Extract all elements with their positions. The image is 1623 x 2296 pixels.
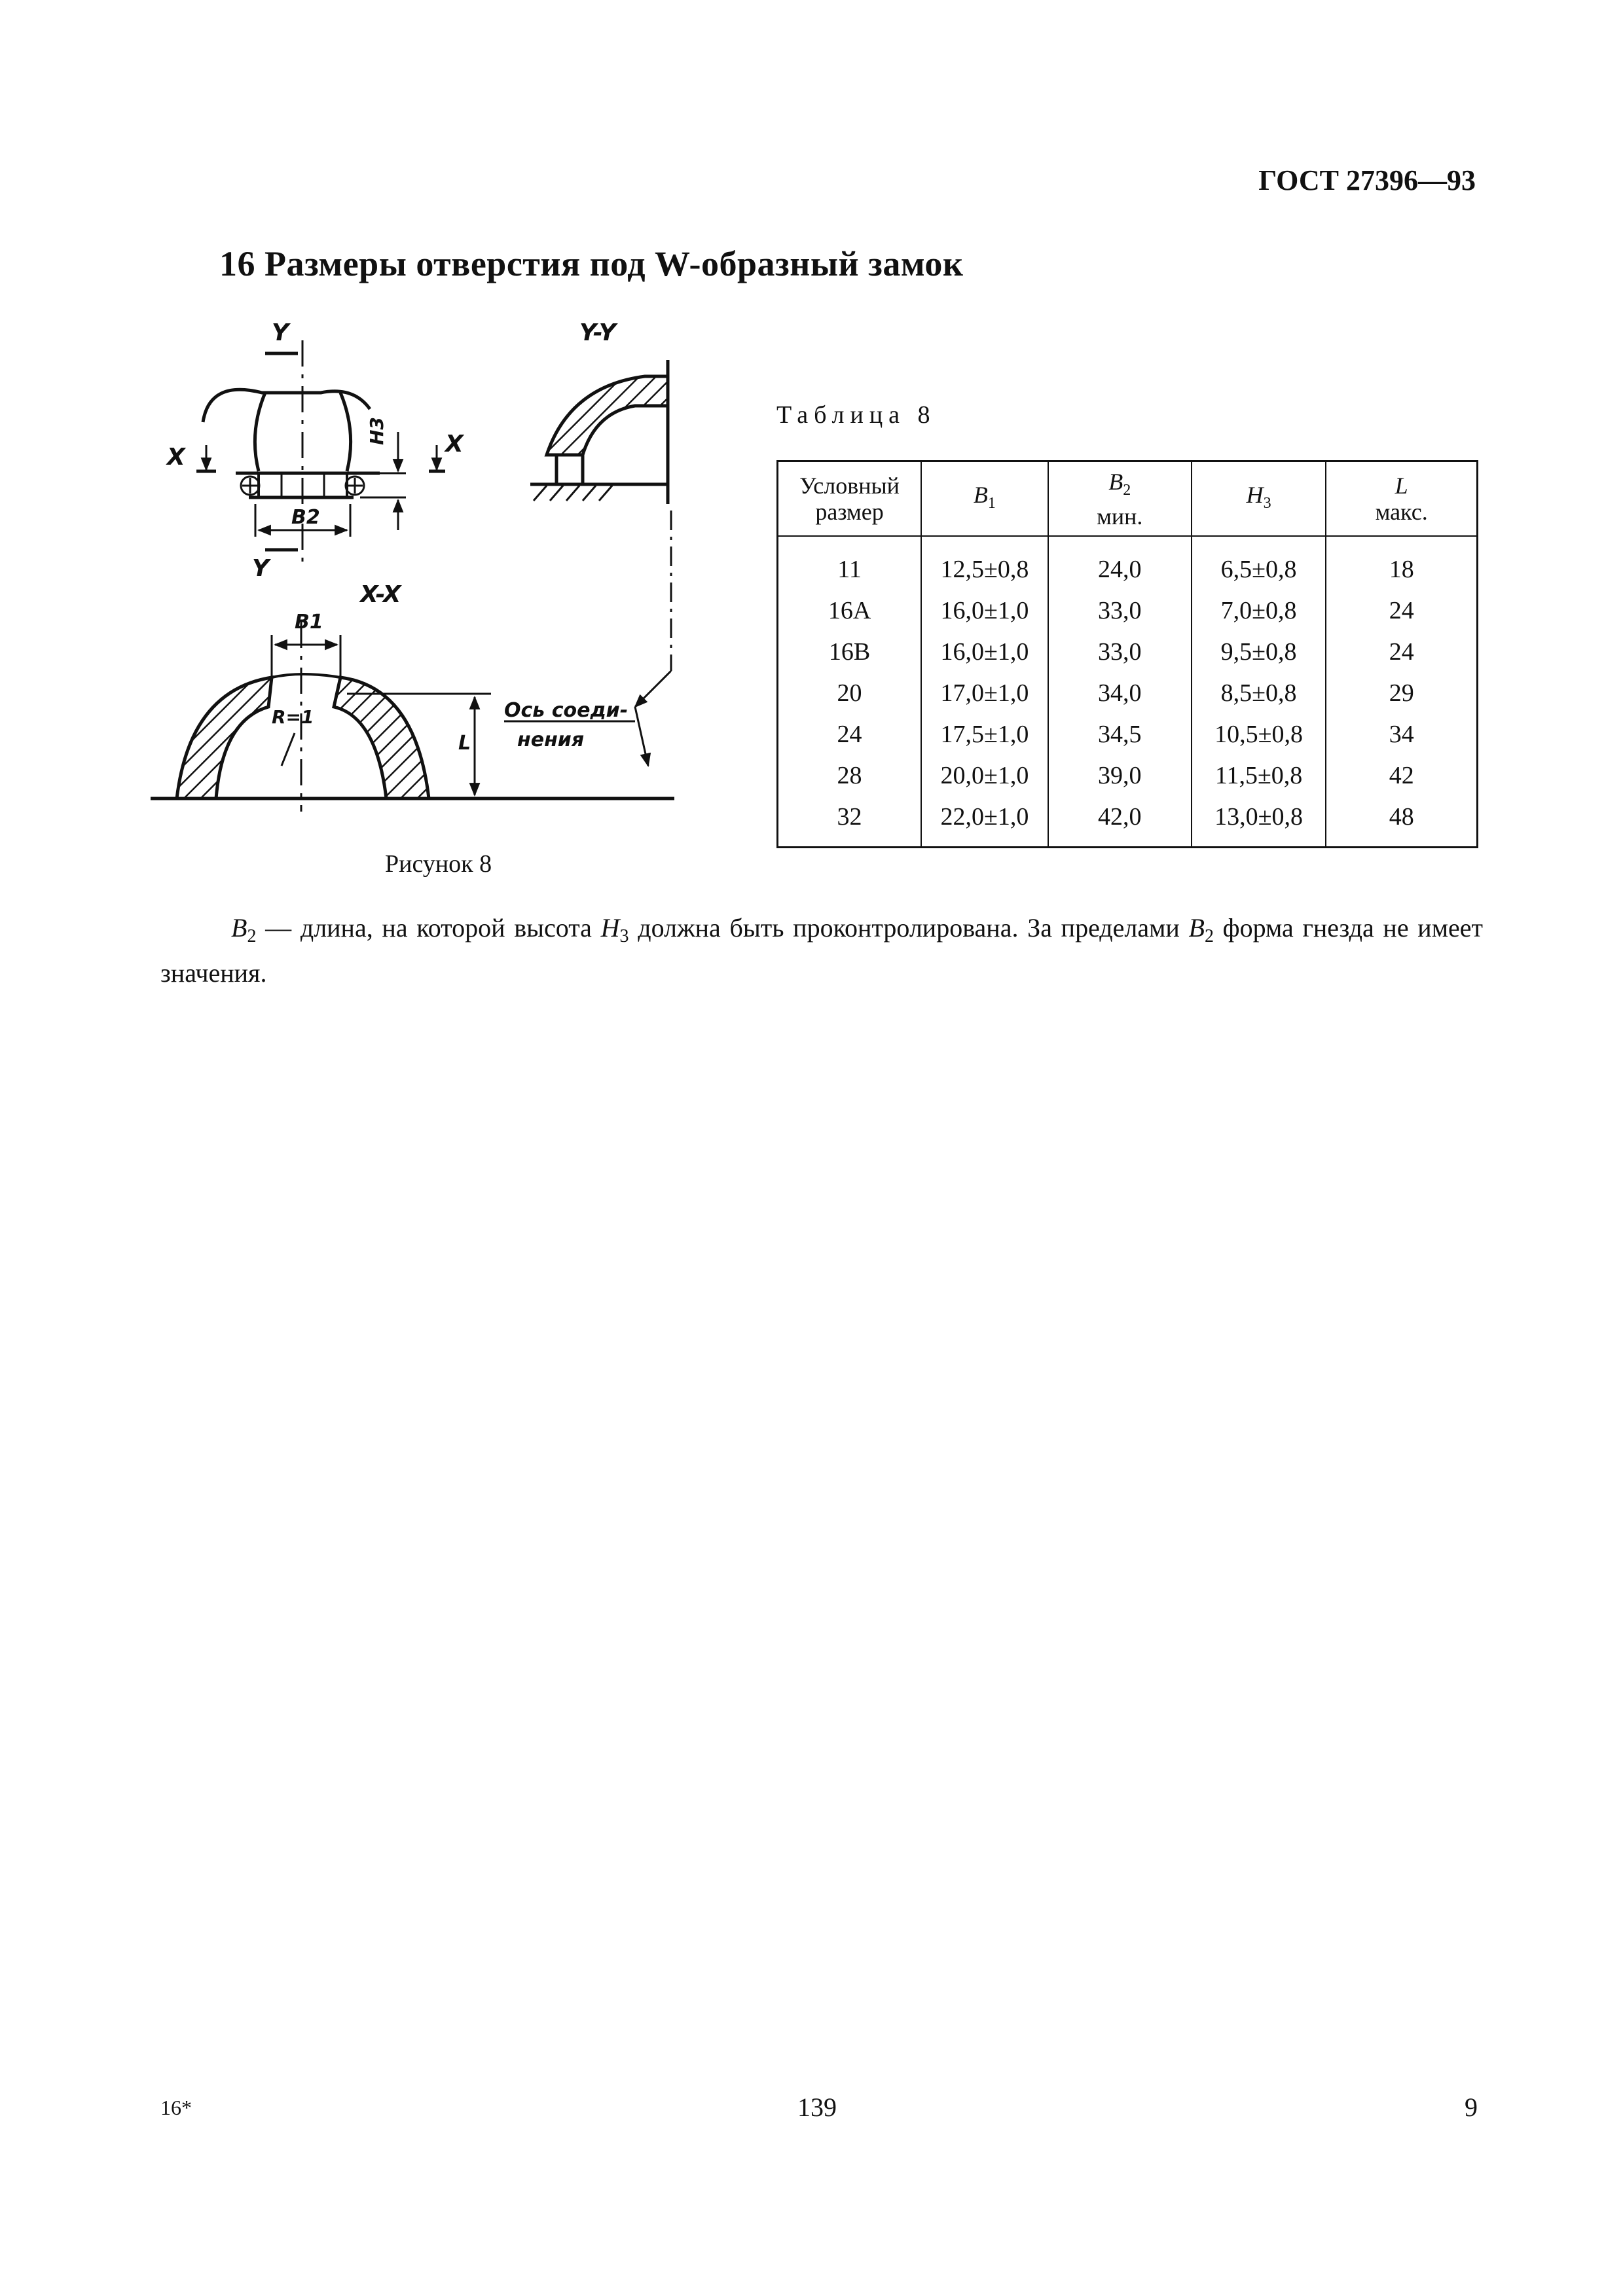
technical-drawing — [151, 314, 707, 812]
label-axis-line1: Ось соеди- — [504, 699, 629, 722]
note-var-b-2: B — [1188, 913, 1205, 942]
cell-l: 29 — [1326, 672, 1477, 713]
cell-size: 11 — [778, 536, 922, 590]
label-y-bottom: Y — [252, 555, 270, 582]
document-code: ГОСТ 27396—93 — [1258, 164, 1476, 196]
cell-b1: 20,0±1,0 — [921, 755, 1048, 796]
cell-size: 16B — [778, 631, 922, 672]
figure-caption: Рисунок 8 — [385, 850, 492, 878]
cell-size: 24 — [778, 713, 922, 755]
label-y-y: Y-Y — [579, 319, 616, 346]
label-axis-line2: нения — [517, 728, 585, 751]
cell-l: 18 — [1326, 536, 1477, 590]
note-text-2: должна быть проконтролирована. За пределами — [629, 913, 1189, 942]
cell-b2: 39,0 — [1048, 755, 1192, 796]
table-row — [778, 536, 1478, 590]
header-nominal-line2: размер — [815, 499, 884, 525]
cell-l: 24 — [1326, 590, 1477, 631]
cell-l: 24 — [1326, 631, 1477, 672]
table-header-row — [778, 461, 1478, 537]
header-b2-var: B — [1108, 468, 1123, 495]
dimensions-table — [776, 460, 1478, 848]
table-row — [778, 672, 1478, 713]
cell-b2: 34,0 — [1048, 672, 1192, 713]
note-paragraph — [160, 910, 1483, 992]
label-x-left: X — [167, 444, 185, 471]
cell-size: 20 — [778, 672, 922, 713]
cell-b2: 33,0 — [1048, 590, 1192, 631]
note-sub-2-b: 2 — [1204, 926, 1214, 946]
note-sub-3: 3 — [619, 926, 629, 946]
header-l-var: L — [1395, 473, 1408, 499]
header-h3-var: H — [1246, 481, 1264, 508]
header-h3-sub: 3 — [1263, 494, 1271, 512]
header-h3 — [1192, 461, 1326, 537]
footer-left-mark: 16* — [160, 2096, 192, 2119]
cell-b1: 22,0±1,0 — [921, 796, 1048, 848]
label-b2: B2 — [291, 506, 320, 529]
cell-h3: 6,5±0,8 — [1192, 536, 1326, 590]
label-x-right: X — [445, 431, 464, 457]
header-b1-sub: 1 — [987, 494, 996, 512]
section-title: 16 Размеры отверстия под W-образный замок — [219, 244, 964, 283]
note-text-1: — длина, на которой высота — [256, 913, 601, 942]
cell-h3: 13,0±0,8 — [1192, 796, 1326, 848]
header-b2 — [1048, 461, 1192, 537]
note-var-h: H — [600, 913, 620, 942]
cell-size: 32 — [778, 796, 922, 848]
note-var-b: B — [231, 913, 247, 942]
cell-b1: 16,0±1,0 — [921, 631, 1048, 672]
cell-size: 28 — [778, 755, 922, 796]
header-nominal-line1: Условный — [799, 473, 900, 499]
cell-b2: 24,0 — [1048, 536, 1192, 590]
cell-l: 42 — [1326, 755, 1477, 796]
cell-b1: 16,0±1,0 — [921, 590, 1048, 631]
header-l-note: макс. — [1375, 499, 1428, 525]
table-row — [778, 590, 1478, 631]
label-h3: H3 — [366, 417, 388, 445]
footer-page-right: 9 — [1465, 2092, 1478, 2122]
label-x-x: X-X — [360, 581, 401, 608]
cell-h3: 9,5±0,8 — [1192, 631, 1326, 672]
cell-l: 34 — [1326, 713, 1477, 755]
header-b2-note: мин. — [1097, 503, 1143, 529]
table-row — [778, 796, 1478, 848]
label-l: L — [458, 732, 471, 755]
plan-view — [196, 340, 445, 563]
cell-h3: 11,5±0,8 — [1192, 755, 1326, 796]
cell-h3: 10,5±0,8 — [1192, 713, 1326, 755]
label-y-top: Y — [272, 319, 289, 346]
header-nominal-size — [778, 461, 922, 537]
note-text-3: форма гнезда не имеет значения. — [160, 913, 1484, 988]
cell-b2: 34,5 — [1048, 713, 1192, 755]
table-row — [778, 631, 1478, 672]
label-r: R=1 — [272, 706, 314, 728]
cell-h3: 8,5±0,8 — [1192, 672, 1326, 713]
cell-b2: 42,0 — [1048, 796, 1192, 848]
cell-h3: 7,0±0,8 — [1192, 590, 1326, 631]
cell-b1: 12,5±0,8 — [921, 536, 1048, 590]
cell-b1: 17,0±1,0 — [921, 672, 1048, 713]
header-b1 — [921, 461, 1048, 537]
label-b1: B1 — [295, 611, 323, 634]
header-b2-sub: 2 — [1123, 481, 1131, 499]
header-b1-var: B — [973, 481, 988, 508]
table-caption: Таблица 8 — [776, 401, 936, 429]
note-sub-2: 2 — [247, 926, 257, 946]
footer-page-center: 139 — [797, 2092, 837, 2122]
table-row — [778, 713, 1478, 755]
cell-size: 16A — [778, 590, 922, 631]
table-row — [778, 755, 1478, 796]
cell-b1: 17,5±1,0 — [921, 713, 1048, 755]
cell-b2: 33,0 — [1048, 631, 1192, 672]
cell-l: 48 — [1326, 796, 1477, 848]
header-l — [1326, 461, 1477, 537]
